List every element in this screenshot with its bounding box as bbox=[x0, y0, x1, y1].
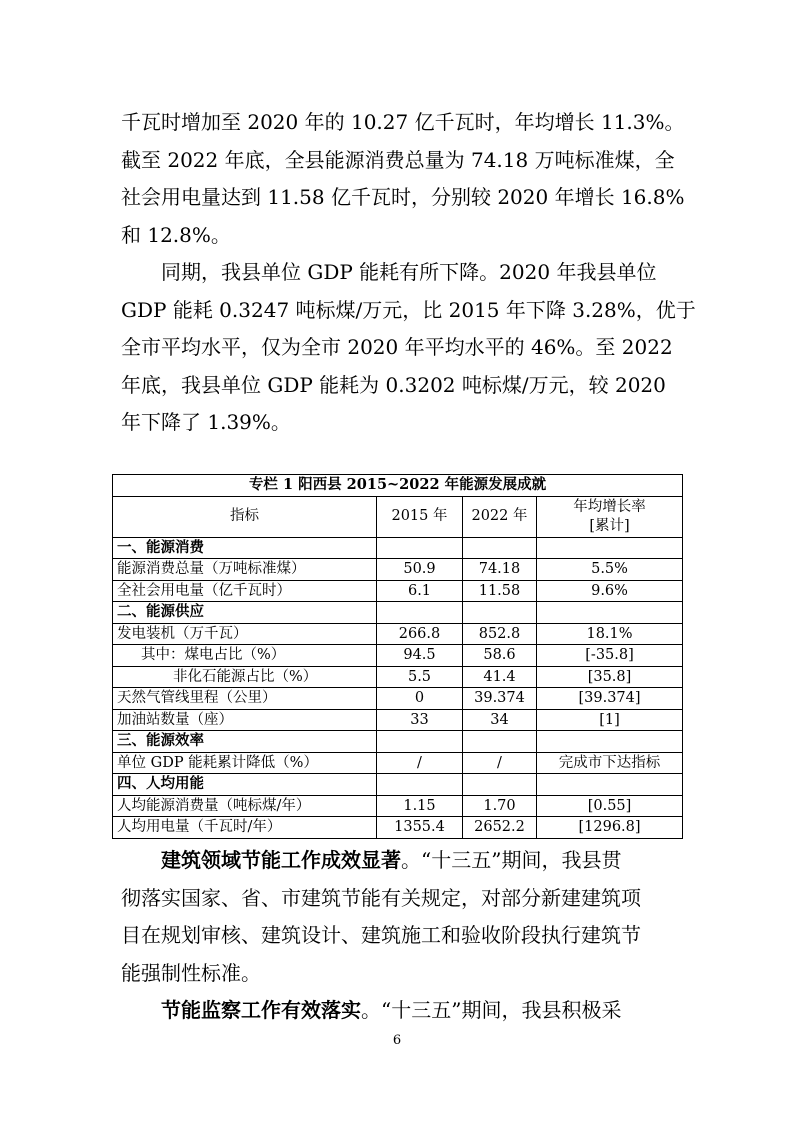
table-row bbox=[113, 580, 683, 602]
text-line bbox=[121, 992, 677, 1030]
table-row bbox=[113, 623, 683, 645]
text-span: 。“十三五”期间，我县贯 bbox=[401, 848, 622, 872]
header-2022: 2022 年 bbox=[463, 496, 537, 537]
indicator-cell: 能源消费总量（万吨标准煤） bbox=[113, 559, 377, 581]
value-2022-cell: 41.4 bbox=[463, 666, 537, 688]
value-2015-cell: 33 bbox=[377, 709, 463, 731]
section-title: 二、能源供应 bbox=[113, 602, 377, 624]
header-rate-line2: [累计] bbox=[589, 517, 630, 534]
growth-rate-cell: 完成市下达指标 bbox=[537, 752, 683, 774]
empty-cell bbox=[463, 774, 537, 796]
table-row bbox=[113, 795, 683, 817]
empty-cell bbox=[463, 602, 537, 624]
header-growth-rate bbox=[537, 496, 683, 537]
bold-heading: 节能监察工作有效落实 bbox=[161, 998, 361, 1022]
growth-rate-cell: 9.6% bbox=[537, 580, 683, 602]
empty-cell bbox=[377, 774, 463, 796]
value-2015-cell: 94.5 bbox=[377, 645, 463, 667]
value-2015-cell: 1.15 bbox=[377, 795, 463, 817]
text-line bbox=[121, 842, 677, 880]
table-caption: 专栏 1 阳西县 2015~2022 年能源发展成就 bbox=[113, 475, 683, 497]
empty-cell bbox=[377, 537, 463, 559]
growth-rate-cell: 5.5% bbox=[537, 559, 683, 581]
indicator-cell: 加油站数量（座） bbox=[113, 709, 377, 731]
text-line: 彻落实国家、省、市建筑节能有关规定，对部分新建建筑项 bbox=[121, 885, 641, 910]
indicator-cell: 单位 GDP 能耗累计降低（%） bbox=[113, 752, 377, 774]
bold-heading: 建筑领域节能工作成效显著 bbox=[161, 848, 401, 872]
empty-cell bbox=[377, 731, 463, 753]
value-2015-cell: 0 bbox=[377, 688, 463, 710]
section-title: 四、人均用能 bbox=[113, 774, 377, 796]
text-line: 和 12.8%。 bbox=[121, 222, 231, 247]
section-title: 三、能源效率 bbox=[113, 731, 377, 753]
paragraph-building-energy bbox=[121, 842, 677, 992]
growth-rate-cell: [1] bbox=[537, 709, 683, 731]
indicator-cell: 发电装机（万千瓦） bbox=[113, 623, 377, 645]
indicator-cell: 全社会用电量（亿千瓦时） bbox=[113, 580, 377, 602]
text-line: 千瓦时增加至 2020 年的 10.27 亿千瓦时，年均增长 11.3%。 bbox=[121, 110, 685, 134]
growth-rate-cell: 18.1% bbox=[537, 623, 683, 645]
value-2015-cell: 1355.4 bbox=[377, 817, 463, 839]
empty-cell bbox=[537, 774, 683, 796]
growth-rate-cell: [-35.8] bbox=[537, 645, 683, 667]
value-2022-cell: 74.18 bbox=[463, 559, 537, 581]
text-line: 全市平均水平，仅为全市 2020 年平均水平的 46%。至 2022 bbox=[121, 335, 673, 359]
text-line: 目在规划审核、建筑设计、建筑施工和验收阶段执行建筑节 bbox=[121, 923, 641, 947]
text-span: 。“十三五”期间，我县积极采 bbox=[361, 998, 622, 1022]
value-2022-cell: 34 bbox=[463, 709, 537, 731]
text-line: GDP 能耗 0.3247 吨标煤/万元，比 2015 年下降 3.28%，优于 bbox=[121, 297, 696, 322]
value-2015-cell: / bbox=[377, 752, 463, 774]
indicator-cell: 非化石能源占比（%） bbox=[113, 666, 377, 688]
growth-rate-cell: [39.374] bbox=[537, 688, 683, 710]
table-section-row bbox=[113, 602, 683, 624]
table-row bbox=[113, 752, 683, 774]
paragraph-energy-consumption bbox=[121, 104, 685, 254]
empty-cell bbox=[537, 602, 683, 624]
empty-cell bbox=[377, 602, 463, 624]
empty-cell bbox=[537, 537, 683, 559]
indicator-cell: 人均能源消费量（吨标煤/年） bbox=[113, 795, 377, 817]
table-row bbox=[113, 709, 683, 731]
table-caption-row bbox=[113, 475, 683, 497]
value-2015-cell: 5.5 bbox=[377, 666, 463, 688]
value-2015-cell: 6.1 bbox=[377, 580, 463, 602]
table-section-row bbox=[113, 731, 683, 753]
text-line: 年下降了 1.39%。 bbox=[121, 410, 291, 434]
growth-rate-cell: [0.55] bbox=[537, 795, 683, 817]
value-2022-cell: 852.8 bbox=[463, 623, 537, 645]
indicator-cell: 其中：煤电占比（%） bbox=[113, 645, 377, 667]
page-number: 6 bbox=[392, 1033, 402, 1048]
table-row bbox=[113, 688, 683, 710]
value-2015-cell: 266.8 bbox=[377, 623, 463, 645]
table-row bbox=[113, 645, 683, 667]
paragraph-energy-supervision bbox=[121, 992, 677, 1030]
growth-rate-cell: [1296.8] bbox=[537, 817, 683, 839]
section-title: 一、能源消费 bbox=[113, 537, 377, 559]
value-2022-cell: 58.6 bbox=[463, 645, 537, 667]
table-row bbox=[113, 666, 683, 688]
indicator-cell: 天然气管线里程（公里） bbox=[113, 688, 377, 710]
value-2022-cell: 39.374 bbox=[463, 688, 537, 710]
energy-achievement-table bbox=[112, 474, 683, 839]
growth-rate-cell: [35.8] bbox=[537, 666, 683, 688]
value-2022-cell: 11.58 bbox=[463, 580, 537, 602]
indicator-cell: 人均用电量（千瓦时/年） bbox=[113, 817, 377, 839]
table-row bbox=[113, 559, 683, 581]
value-2022-cell: / bbox=[463, 752, 537, 774]
empty-cell bbox=[463, 537, 537, 559]
table-row bbox=[113, 817, 683, 839]
header-indicator: 指标 bbox=[113, 496, 377, 537]
text-line: 截至 2022 年底，全县能源消费总量为 74.18 万吨标准煤，全 bbox=[121, 147, 675, 172]
value-2015-cell: 50.9 bbox=[377, 559, 463, 581]
text-line: 能强制性标准。 bbox=[121, 960, 261, 985]
empty-cell bbox=[463, 731, 537, 753]
empty-cell bbox=[537, 731, 683, 753]
table-section-row bbox=[113, 774, 683, 796]
table-header-row bbox=[113, 496, 683, 537]
value-2022-cell: 2652.2 bbox=[463, 817, 537, 839]
value-2022-cell: 1.70 bbox=[463, 795, 537, 817]
text-line: 社会用电量达到 11.58 亿千瓦时，分别较 2020 年增长 16.8% bbox=[121, 185, 685, 209]
text-line: 同期，我县单位 GDP 能耗有所下降。2020 年我县单位 bbox=[161, 260, 657, 284]
table-section-row bbox=[113, 537, 683, 559]
paragraph-gdp-energy bbox=[121, 254, 696, 442]
header-rate-line1: 年均增长率 bbox=[573, 498, 646, 515]
text-line: 年底，我县单位 GDP 能耗为 0.3202 吨标煤/万元，较 2020 bbox=[121, 372, 666, 397]
header-2015: 2015 年 bbox=[377, 496, 463, 537]
